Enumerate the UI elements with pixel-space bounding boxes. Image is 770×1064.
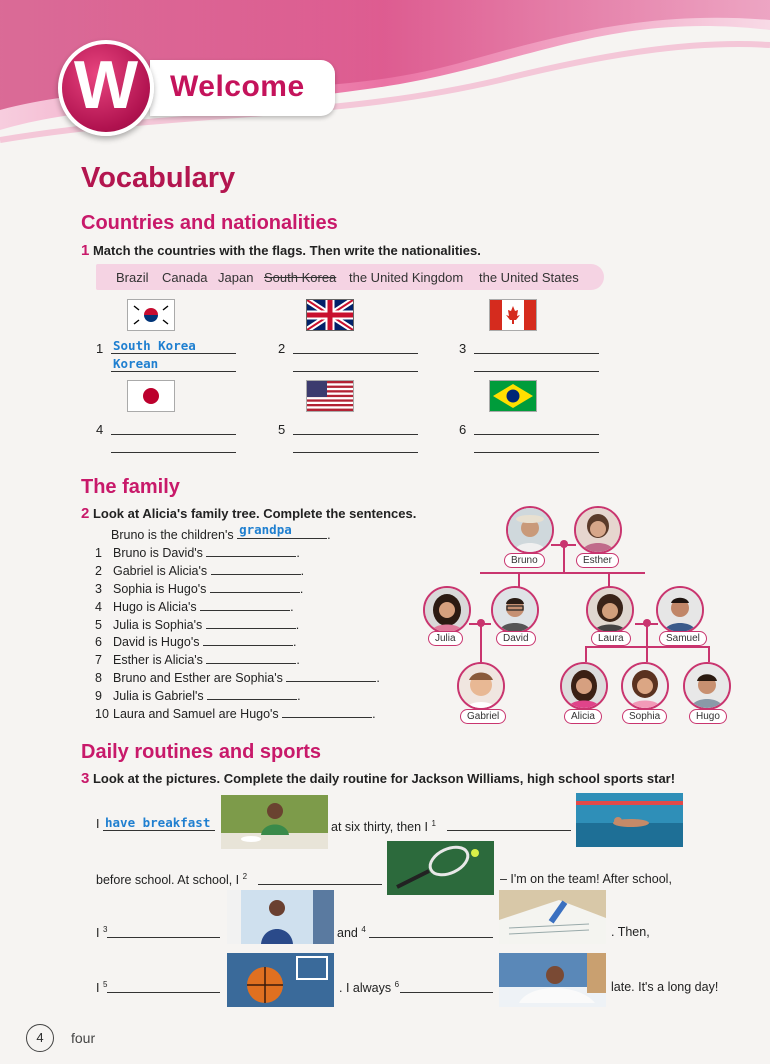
routine-text: I $^5$ [96, 980, 108, 996]
sentence-item: 3 Sophia is Hugo's . [95, 581, 304, 596]
sentence-item: 5 Julia is Sophia's . [95, 617, 300, 632]
tree-connector [563, 545, 565, 573]
answer-line[interactable] [210, 580, 300, 593]
routine-text: . I always $^6$ [339, 980, 400, 996]
word-box [96, 264, 604, 290]
julia-avatar [423, 586, 471, 634]
exercise-1-instruction: 1 Match the countries with the flags. Then write the nationalities. [81, 242, 481, 259]
tree-connector [708, 646, 710, 662]
answer-line[interactable] [293, 418, 418, 435]
answer-line[interactable] [258, 868, 382, 885]
alicia-label: Alicia [564, 709, 602, 724]
tree-connector [585, 646, 587, 662]
answer-line[interactable] [400, 976, 493, 993]
routine-text: at six thirty, then I $^1$ [331, 819, 436, 835]
word-item: Brazil [116, 270, 149, 285]
answer-line[interactable] [293, 355, 418, 372]
answer-text: South Korea [113, 338, 196, 353]
answer-line[interactable] [369, 921, 493, 938]
answer-line[interactable] [111, 418, 236, 435]
answer-line[interactable] [293, 436, 418, 453]
item-number: 3 [459, 341, 467, 356]
sentence-item: 9 Julia is Gabriel's . [95, 689, 301, 704]
brazil-flag-icon [489, 380, 537, 412]
hugo-label: Hugo [689, 709, 727, 724]
bruno-label: Bruno [504, 553, 545, 568]
answer-line[interactable] [447, 814, 571, 831]
tennis-picture [387, 841, 494, 895]
esther-label: Esther [576, 553, 619, 568]
family-heading: The family [81, 476, 180, 498]
sleeping-picture [499, 953, 606, 1007]
answer-line[interactable] [206, 616, 296, 629]
routines-heading: Daily routines and sports [81, 741, 322, 763]
laura-avatar [586, 586, 634, 634]
word-item: Canada [162, 270, 208, 285]
item-number: 5 [278, 422, 286, 437]
family-sentences [95, 544, 380, 723]
swimming-picture [576, 793, 683, 847]
homework-picture [227, 890, 334, 944]
section-title: Vocabulary [81, 162, 236, 194]
sentence-item: 8 Bruno and Esther are Sophia's . [95, 671, 380, 686]
exercise-3-instruction: 3 Look at the pictures. Complete the daily routine for Jackson Williams, high school sports star! [81, 770, 676, 787]
usa-flag-icon [306, 380, 354, 412]
countries-heading: Countries and nationalities [81, 212, 338, 234]
answer-line[interactable] [474, 436, 599, 453]
gabriel-label: Gabriel [460, 709, 506, 724]
example-answer: have breakfast [105, 815, 211, 830]
word-item: the United States [479, 270, 579, 285]
gabriel-avatar [457, 662, 505, 710]
word-item-crossed: South Korea [264, 270, 337, 285]
sentence-item: 4 Hugo is Alicia's . [95, 599, 294, 614]
hugo-avatar [683, 662, 731, 710]
answer-line[interactable] [107, 976, 220, 993]
routine-text: before school. At school, I $^2$ [96, 872, 248, 888]
japan-flag-icon [127, 380, 175, 412]
exercise-2-instruction: 2 Look at Alicia's family tree. Complete the sentences. [81, 505, 417, 522]
unit-letter: W [73, 47, 139, 123]
answer-line[interactable] [211, 562, 301, 575]
word-item: the United Kingdom [349, 270, 464, 285]
routine-text: – I'm on the team! After school, [500, 872, 672, 886]
samuel-avatar [656, 586, 704, 634]
answer-line[interactable] [107, 921, 220, 938]
sentence-item: 6 David is Hugo's . [95, 635, 297, 650]
uk-flag-icon [306, 299, 354, 331]
bruno-avatar [506, 506, 554, 554]
sentence-item: 7 Esther is Alicia's . [95, 653, 300, 668]
answer-line[interactable] [206, 544, 296, 557]
sophia-label: Sophia [622, 709, 667, 724]
word-item: Japan [218, 270, 254, 285]
samuel-label: Samuel [659, 631, 707, 646]
tree-connector [646, 624, 648, 646]
item-number: 2 [278, 341, 286, 356]
david-label: David [496, 631, 536, 646]
canada-flag-icon [489, 299, 537, 331]
answer-line[interactable] [203, 633, 293, 646]
tree-connector [646, 646, 648, 662]
answer-line[interactable] [474, 418, 599, 435]
answer-line[interactable] [474, 355, 599, 372]
example-answer: grandpa [239, 522, 292, 537]
example-sentence: Bruno is the children's grandpa . [111, 522, 331, 542]
tree-dot [477, 619, 485, 627]
answer-text: Korean [113, 356, 159, 371]
answer-line[interactable] [293, 337, 418, 354]
routine-text: and $^4$ [337, 925, 366, 941]
routine-text: late. It's a long day! [611, 980, 719, 994]
answer-line[interactable] [200, 598, 290, 611]
answer-line[interactable] [207, 687, 297, 700]
routine-text: I [96, 817, 100, 831]
tree-connector [480, 572, 645, 574]
basketball-picture [227, 953, 334, 1007]
breakfast-picture [221, 795, 328, 849]
routine-text: I $^3$ [96, 925, 108, 941]
answer-line[interactable] [282, 705, 372, 718]
alicia-avatar [560, 662, 608, 710]
sentence-item: 1 Bruno is David's . [95, 546, 300, 560]
laura-label: Laura [591, 631, 631, 646]
item-number: 6 [459, 422, 467, 437]
family-tree [420, 500, 740, 730]
esther-avatar [574, 506, 622, 554]
south-korea-flag-icon [127, 299, 175, 331]
sophia-avatar [621, 662, 669, 710]
item-number: 1 [96, 341, 104, 356]
item-number: 4 [96, 422, 104, 437]
answer-line[interactable] [474, 337, 599, 354]
routine-text: . Then, [611, 925, 650, 939]
julia-label: Julia [428, 631, 463, 646]
writing-picture [499, 890, 606, 944]
page-number: 4 [26, 1024, 54, 1052]
tree-connector [480, 624, 482, 662]
sentence-item: 2 Gabriel is Alicia's . [95, 563, 305, 578]
tree-dot [560, 540, 568, 548]
page-number-word: four [71, 1030, 96, 1046]
david-avatar [491, 586, 539, 634]
tree-dot [643, 619, 651, 627]
answer-line[interactable] [286, 669, 376, 682]
sentence-item: 10 Laura and Samuel are Hugo's . [95, 707, 376, 722]
answer-line[interactable] [111, 436, 236, 453]
example-answer-line[interactable] [237, 522, 327, 539]
unit-title: Welcome [170, 70, 305, 103]
answer-line[interactable] [206, 651, 296, 664]
